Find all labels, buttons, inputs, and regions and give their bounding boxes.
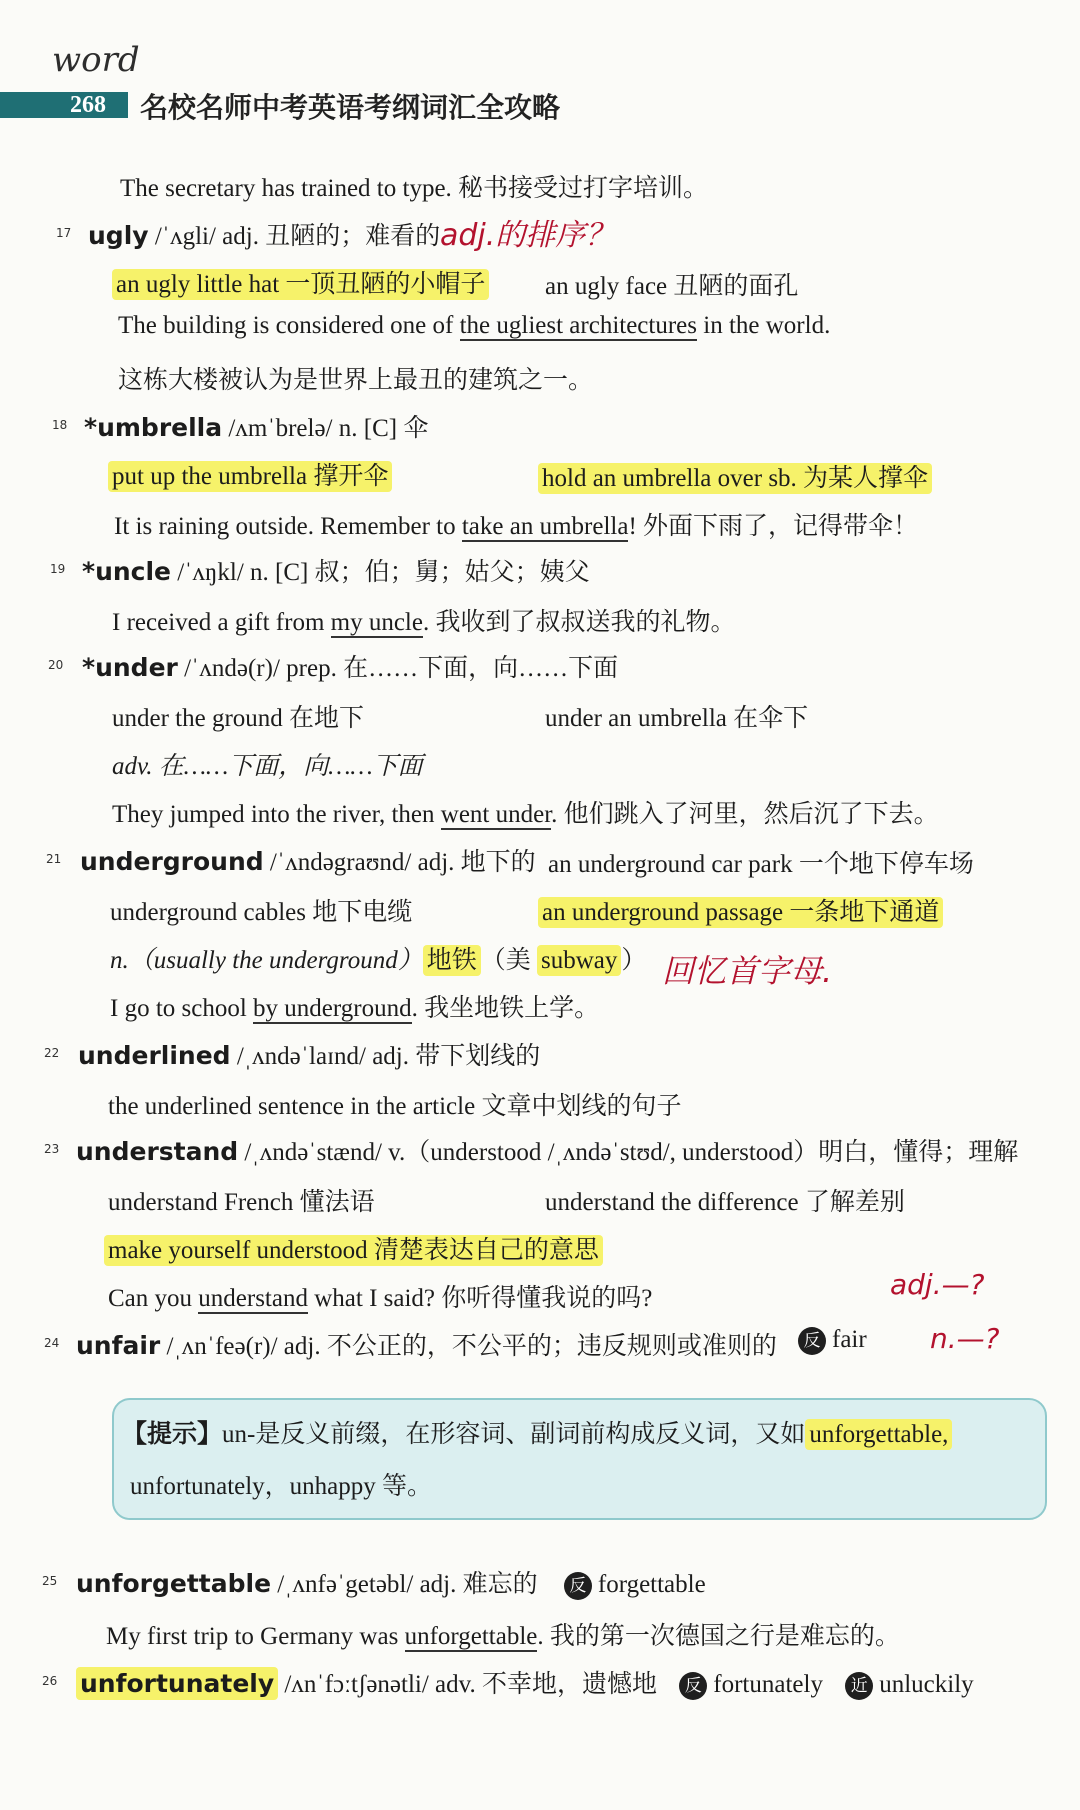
example-sentence bbox=[118, 312, 830, 340]
headword: *uncle bbox=[82, 557, 172, 586]
example-phrase: an ugly face 丑陋的面孔 bbox=[545, 273, 799, 300]
example-sentence bbox=[106, 1616, 900, 1652]
text: They jumped into the river, then bbox=[112, 801, 441, 828]
example-phrase: underground cables 地下电缆 bbox=[110, 899, 413, 926]
underlined-text: my uncle bbox=[330, 609, 423, 636]
text: . 他们跳入了河里，然后沉了下去。 bbox=[551, 801, 939, 828]
headword: *under bbox=[82, 653, 178, 682]
word-mark: word bbox=[52, 40, 140, 80]
example-phrase bbox=[538, 458, 932, 494]
text: Can you bbox=[108, 1285, 199, 1312]
definition: /ˌʌnˈfeə(r)/ adj. 不公正的，不公平的；违反规则或准则的 bbox=[160, 1333, 777, 1360]
handwritten-note: adj.—? bbox=[890, 1268, 985, 1301]
definition: /ʌmˈbrelə/ n. [C] 伞 bbox=[222, 415, 429, 442]
text: . 我收到了叔叔送我的礼物。 bbox=[422, 609, 736, 636]
synonym-mark-icon: 近 bbox=[845, 1672, 873, 1700]
page-number: 268 bbox=[0, 92, 128, 118]
underlined-text: by underground bbox=[253, 995, 412, 1022]
antonym bbox=[798, 1326, 867, 1355]
entry-ugly bbox=[88, 216, 440, 252]
highlight: hold an umbrella over sb. 为某人撑伞 bbox=[538, 463, 932, 494]
text: what I said? 你听得懂我说的吗? bbox=[307, 1285, 653, 1312]
headword: unfortunately bbox=[76, 1667, 278, 1700]
definition: /ʌnˈfɔːtʃənətli/ adv. 不幸地，遗憾地 bbox=[278, 1671, 658, 1698]
entry-underlined bbox=[78, 1036, 540, 1072]
entry-number: 22 bbox=[44, 1046, 60, 1060]
text: ! 外面下雨了，记得带伞！ bbox=[628, 513, 919, 540]
text: I go to school bbox=[110, 995, 254, 1022]
entry-number: 17 bbox=[56, 226, 72, 240]
example-translation: 这栋大楼被认为是世界上最丑的建筑之一。 bbox=[118, 367, 594, 394]
text: n.（usually the underground） bbox=[110, 947, 423, 974]
entry-number: 18 bbox=[52, 418, 68, 432]
text: I received a gift from bbox=[112, 609, 331, 636]
antonym-mark-icon: 反 bbox=[798, 1327, 826, 1355]
definition: /ˌʌndəˈlaɪnd/ adj. 带下划线的 bbox=[230, 1043, 541, 1070]
entry-under bbox=[82, 648, 618, 684]
underlined-text: take an umbrella bbox=[461, 513, 629, 540]
handwritten-note: adj.的排序？ bbox=[440, 218, 616, 253]
entry-understand bbox=[76, 1132, 1018, 1168]
text: in the world. bbox=[697, 312, 831, 339]
example-phrase: understand the difference 了解差别 bbox=[545, 1189, 905, 1216]
example-phrase bbox=[104, 1230, 603, 1266]
headword: underlined bbox=[78, 1041, 231, 1070]
tip-line-1 bbox=[122, 1414, 952, 1450]
entry-number: 26 bbox=[42, 1674, 58, 1688]
example-sentence bbox=[112, 794, 939, 830]
headword: underground bbox=[80, 847, 264, 876]
example-phrase: under an umbrella 在伞下 bbox=[545, 705, 809, 732]
headword: unfair bbox=[76, 1331, 161, 1360]
tip-line-2: unfortunately，unhappy 等。 bbox=[130, 1473, 433, 1500]
entry-number: 19 bbox=[50, 562, 66, 576]
antonym-mark-icon: 反 bbox=[564, 1572, 592, 1600]
headword: *umbrella bbox=[84, 413, 223, 442]
entry-unforgettable bbox=[76, 1564, 706, 1600]
tip-box bbox=[112, 1398, 1047, 1520]
text: The building is considered one of bbox=[118, 312, 460, 339]
example-phrase bbox=[108, 456, 392, 492]
antonym-word: fortunately bbox=[713, 1671, 823, 1698]
antonym-word: forgettable bbox=[597, 1571, 706, 1598]
handwritten-note: n.—? bbox=[930, 1322, 1000, 1355]
example-sentence bbox=[110, 988, 599, 1024]
entry-unfair bbox=[76, 1326, 777, 1362]
definition: /ˈʌŋkl/ n. [C] 叔；伯；舅；姑父；姨父 bbox=[171, 559, 590, 586]
entry-number: 21 bbox=[46, 852, 62, 866]
entry-underground bbox=[80, 842, 536, 878]
definition: /ˌʌndəˈstænd/ v.（understood /ˌʌndəˈstʊd/, understood）明白，懂得；理解 bbox=[238, 1139, 1019, 1166]
highlight: subway bbox=[537, 945, 621, 976]
adverb-definition: adv. 在……下面，向……下面 bbox=[112, 753, 423, 780]
example-phrase bbox=[538, 892, 943, 928]
example-phrase: understand French 懂法语 bbox=[108, 1189, 375, 1216]
entry-number: 25 bbox=[42, 1574, 58, 1588]
tip-label: 【提示】 bbox=[122, 1419, 223, 1448]
text: （美 bbox=[480, 947, 537, 974]
example-phrase: under the ground 在地下 bbox=[112, 705, 365, 732]
example-sentence bbox=[114, 506, 918, 542]
noun-definition bbox=[110, 940, 646, 976]
highlight: unforgettable, bbox=[805, 1419, 952, 1450]
book-title: 名校名师中考英语考纲词汇全攻略 bbox=[140, 91, 561, 124]
entry-uncle bbox=[82, 552, 590, 588]
text: . 我坐地铁上学。 bbox=[411, 995, 600, 1022]
antonym-mark-icon: 反 bbox=[679, 1672, 707, 1700]
text: It is raining outside. Remember to bbox=[114, 513, 462, 540]
underlined-text: the ugliest architectures bbox=[459, 312, 697, 339]
example-phrase bbox=[112, 264, 489, 300]
definition: /ˈʌndəgraʊnd/ adj. 地下的 bbox=[263, 849, 536, 876]
underlined-text: went under bbox=[440, 801, 552, 828]
synonym-word: unluckily bbox=[879, 1671, 974, 1698]
example-phrase: the underlined sentence in the article 文章中划线的句子 bbox=[108, 1093, 682, 1120]
example-sentence bbox=[108, 1278, 652, 1314]
highlight: make yourself understood 清楚表达自己的意思 bbox=[104, 1235, 603, 1266]
definition: /ˈʌndə(r)/ prep. 在……下面，向……下面 bbox=[177, 655, 619, 682]
definition: /ˌʌnfəˈgetəbl/ adj. 难忘的 bbox=[271, 1571, 538, 1598]
headword: ugly bbox=[88, 221, 149, 250]
definition: /ˈʌgli/ adj. 丑陋的；难看的 bbox=[148, 223, 441, 250]
text: . 我的第一次德国之行是难忘的。 bbox=[537, 1623, 900, 1650]
entry-number: 24 bbox=[44, 1336, 60, 1350]
entry-number: 23 bbox=[44, 1142, 60, 1156]
entry-unfortunately bbox=[76, 1664, 974, 1700]
headword: unforgettable bbox=[76, 1569, 272, 1598]
antonym-word: fair bbox=[832, 1326, 867, 1353]
example-phrase: an underground car park 一个地下停车场 bbox=[548, 851, 974, 878]
text: un-是反义前缀，在形容词、副词前构成反义词，又如 bbox=[222, 1421, 806, 1448]
entry-number: 20 bbox=[48, 658, 64, 672]
highlight: 地铁 bbox=[423, 945, 481, 976]
text: ） bbox=[621, 947, 647, 974]
highlight: an underground passage 一条地下通道 bbox=[538, 897, 943, 928]
headword: understand bbox=[76, 1137, 239, 1166]
example-sentence bbox=[112, 602, 736, 638]
text: My first trip to Germany was bbox=[106, 1623, 405, 1650]
example-sentence: The secretary has trained to type. 秘书接受过打字培训。 bbox=[120, 175, 709, 202]
underlined-text: understand bbox=[198, 1285, 308, 1312]
highlight: an ugly little hat 一顶丑陋的小帽子 bbox=[112, 269, 489, 300]
entry-umbrella bbox=[84, 408, 428, 444]
handwritten-note: 回忆首字母. bbox=[662, 952, 833, 990]
highlight: put up the umbrella 撑开伞 bbox=[108, 461, 392, 492]
underlined-text: unforgettable bbox=[404, 1623, 538, 1650]
